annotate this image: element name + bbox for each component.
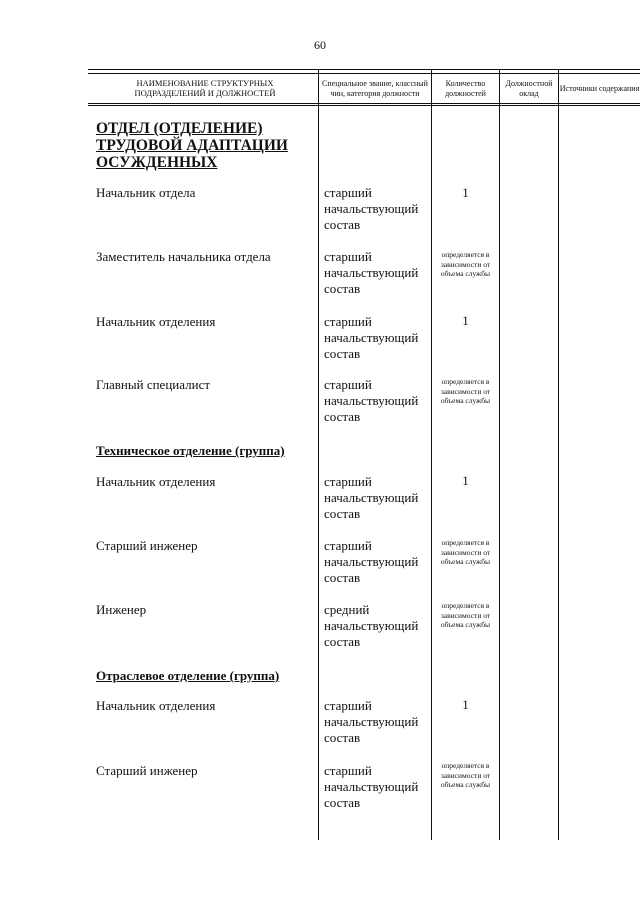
- position-count: 1: [462, 313, 469, 328]
- column-header-count: Количество должностей: [445, 79, 486, 98]
- position-count: определяется в зависимости от объема службы: [440, 538, 491, 566]
- column-header-source: Источники содержания: [559, 83, 640, 93]
- position-rank: старший начальствующий состав: [324, 377, 419, 424]
- column-divider: [499, 70, 500, 840]
- section-title: ОТДЕЛ (ОТДЕЛЕНИЕ) ТРУДОВОЙ АДАПТАЦИИ ОСУЖДЕННЫХ: [96, 120, 288, 171]
- position-count: 1: [462, 697, 469, 712]
- position-name: Начальник отдела: [96, 185, 196, 200]
- position-name: Старший инженер: [96, 763, 198, 778]
- position-rank: средний начальствующий состав: [324, 602, 419, 649]
- position-count: определяется в зависимости от объема службы: [440, 761, 491, 789]
- position-name: Начальник отделения: [96, 698, 216, 713]
- subsection-title: Отраслевое отделение (группа): [96, 668, 280, 683]
- position-rank: старший начальствующий состав: [324, 474, 419, 521]
- position-rank: старший начальствующий состав: [324, 185, 419, 232]
- position-count: определяется в зависимости от объема службы: [440, 601, 491, 629]
- position-name: Инженер: [96, 602, 147, 617]
- position-name: Старший инженер: [96, 538, 198, 553]
- column-header-salary: Должностной оклад: [505, 79, 553, 98]
- position-name: Главный специалист: [96, 377, 211, 392]
- position-rank: старший начальствующий состав: [324, 314, 419, 361]
- position-name: Заместитель начальника отдела: [96, 249, 271, 264]
- column-header-name: НАИМЕНОВАНИЕ СТРУКТУРНЫХ ПОДРАЗДЕЛЕНИЙ И ДОЛЖНОСТЕЙ: [134, 78, 276, 98]
- position-rank: старший начальствующий состав: [324, 249, 419, 296]
- column-header-rank: Специальное звание, классный чин, категория должности: [322, 79, 428, 98]
- column-divider: [558, 70, 559, 840]
- position-rank: старший начальствующий состав: [324, 698, 419, 745]
- position-rank: старший начальствующий состав: [324, 763, 419, 810]
- subsection-title: Техническое отделение (группа): [96, 443, 285, 458]
- position-count: 1: [462, 185, 469, 200]
- position-count: определяется в зависимости от объема службы: [440, 377, 491, 405]
- position-name: Начальник отделения: [96, 314, 216, 329]
- position-name: Начальник отделения: [96, 474, 216, 489]
- column-divider: [318, 70, 319, 840]
- position-count: 1: [462, 473, 469, 488]
- position-count: определяется в зависимости от объема службы: [440, 250, 491, 278]
- position-rank: старший начальствующий состав: [324, 538, 419, 585]
- page-number: 60: [314, 38, 326, 52]
